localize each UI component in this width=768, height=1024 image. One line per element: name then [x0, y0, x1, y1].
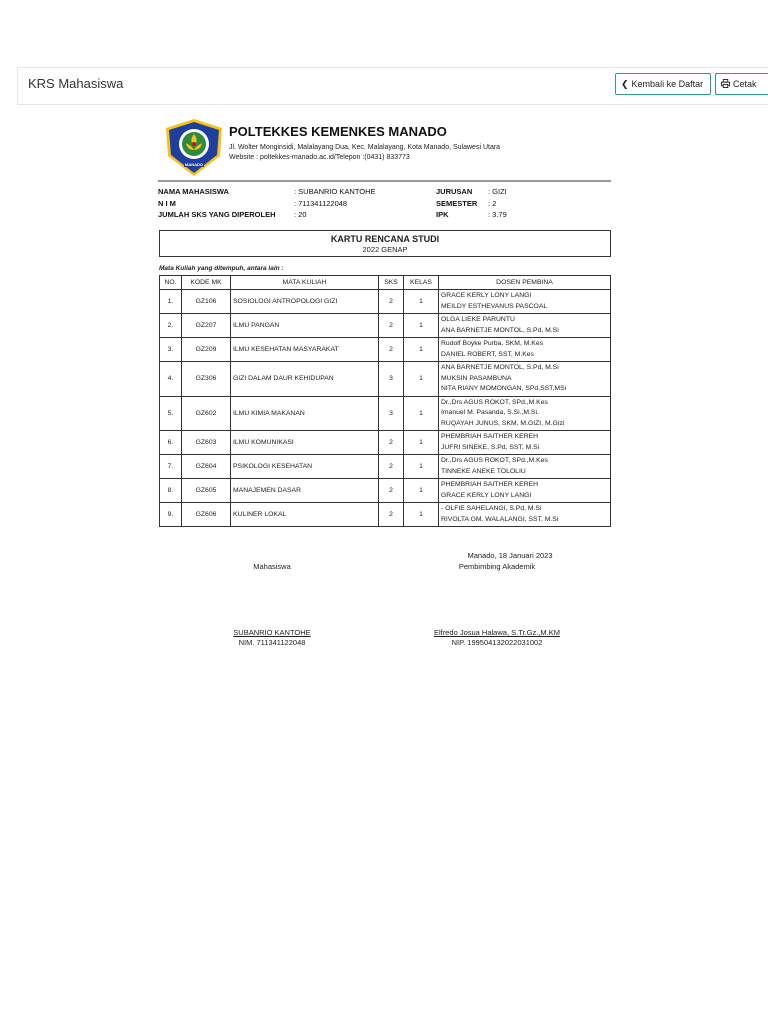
krs-period: 2022 GENAP: [362, 245, 408, 254]
cell-kode-mk: GZ603: [182, 431, 231, 455]
nama-value: : SUBANRIO KANTOHE: [294, 187, 376, 196]
cell-dosen-pembina: [439, 396, 611, 431]
advisor-role: Pembimbing Akademik: [458, 562, 536, 571]
poltekkes-logo: [162, 118, 226, 178]
cell-kode-mk: GZ207: [182, 314, 231, 338]
back-to-list-button[interactable]: [615, 73, 711, 95]
dosen-name: DANIEL ROBERT, SST, M.Kes: [441, 350, 534, 358]
cell-kelas: 1: [404, 338, 439, 362]
institution-name: POLTEKKES KEMENKES MANADO: [229, 124, 447, 139]
dosen-name: MEILDY ESTHEVANUS PASCOAL: [441, 302, 548, 310]
cell-sks: 2: [379, 290, 404, 314]
table-row: [160, 455, 611, 479]
cell-kode-mk: GZ602: [182, 396, 231, 431]
page-title: KRS Mahasiswa: [28, 76, 124, 91]
table-row: [160, 314, 611, 338]
dosen-name: RUQAYAH JUNUS, SKM, M.GIZI, M.Gizi: [441, 419, 565, 427]
dosen-name: PHEMBRIAH SAITHER KEREH: [441, 433, 539, 440]
print-button[interactable]: [715, 73, 768, 95]
dosen-name: ANA BARNETJE MONTOL, S.Pd, M.Si: [441, 364, 559, 371]
cell-mata-kuliah: ILMU KESEHATAN MASYARAKAT: [231, 338, 379, 362]
col-header-no: NO.: [160, 276, 182, 290]
cell-kode-mk: GZ106: [182, 290, 231, 314]
table-row: [160, 290, 611, 314]
sks-value: : 20: [294, 210, 307, 219]
sks-label: JUMLAH SKS YANG DIPEROLEH: [158, 210, 276, 219]
col-header-mata-kuliah: MATA KULIAH: [231, 276, 379, 290]
cell-mata-kuliah: KULINER LOKAL: [231, 503, 379, 527]
semester-value: : 2: [488, 199, 497, 208]
cell-sks: 2: [379, 431, 404, 455]
header-divider: [158, 180, 611, 182]
table-row: [160, 362, 611, 397]
advisor-name: Elfredo Josua Halawa, S.Tr.Gz.,M.KM: [433, 628, 560, 637]
institution-header: [160, 118, 612, 180]
student-name: SUBANRIO KANTOHE: [233, 628, 311, 637]
dosen-name: TINNEKE ANEKE TOLOLIU: [441, 467, 526, 475]
col-header-sks: SKS: [379, 276, 404, 290]
institution-address: Jl. Wolter Monginsidi, Malalayang Dua, Kec. Malalayang, Kota Manado, Sulawesi Utara: [229, 144, 501, 151]
student-role: Mahasiswa: [253, 562, 291, 571]
cell-dosen-pembina: [439, 431, 611, 455]
dosen-name: Dr.,Drs AGUS ROKOT, SPd.,M.Kes: [441, 398, 548, 406]
svg-text:MANADO: MANADO: [185, 162, 203, 167]
cell-kode-mk: GZ306: [182, 362, 231, 397]
cell-sks: 2: [379, 338, 404, 362]
cell-dosen-pembina: [439, 362, 611, 397]
cell-no: 8.: [160, 479, 182, 503]
cell-kelas: 1: [404, 396, 439, 431]
cell-kelas: 1: [404, 362, 439, 397]
table-row: [160, 396, 611, 431]
cell-sks: 3: [379, 396, 404, 431]
dosen-name: GRACE KERLY LONY LANGI: [441, 292, 532, 299]
dosen-name: RIVOLTA GM. WALALANGI, SST, M.Si: [441, 515, 559, 523]
back-button-label: Kembali ke Daftar: [631, 79, 704, 89]
cell-dosen-pembina: [439, 314, 611, 338]
dosen-name: OLGA LIEKE PARUNTU: [441, 316, 515, 323]
cell-no: 9.: [160, 503, 182, 527]
cell-kode-mk: GZ605: [182, 479, 231, 503]
cell-dosen-pembina: [439, 455, 611, 479]
cell-sks: 2: [379, 479, 404, 503]
cell-mata-kuliah: ILMU KIMIA MAKANAN: [231, 396, 379, 431]
cell-dosen-pembina: [439, 503, 611, 527]
cell-sks: 2: [379, 455, 404, 479]
krs-note: Mata Kuliah yang ditempuh, antara lain :: [159, 265, 284, 272]
student-nim: NIM. 711341122048: [238, 638, 306, 647]
cell-kelas: 1: [404, 290, 439, 314]
cell-dosen-pembina: [439, 290, 611, 314]
nim-value: : 711341122048: [294, 199, 348, 208]
semester-label: SEMESTER: [436, 199, 478, 208]
cell-sks: 2: [379, 314, 404, 338]
sign-date: Manado, 18 Januari 2023: [467, 551, 553, 560]
cell-no: 5.: [160, 396, 182, 431]
dosen-name: MUKSIN PASAMBUNA: [441, 374, 512, 382]
col-header-dosen: DOSEN PEMBINA: [439, 276, 611, 290]
cell-kelas: 1: [404, 503, 439, 527]
cell-sks: 2: [379, 503, 404, 527]
cell-mata-kuliah: PSIKOLOGI KESEHATAN: [231, 455, 379, 479]
dosen-name: Dr.,Drs AGUS ROKOT, SPd.,M.Kes: [441, 457, 548, 464]
advisor-nip: NIP. 199504132022031002: [451, 638, 543, 647]
cell-no: 4.: [160, 362, 182, 397]
cell-no: 7.: [160, 455, 182, 479]
dosen-name: Rudolf Boyke Purba, SKM, M.Kes: [441, 340, 543, 347]
cell-kode-mk: GZ606: [182, 503, 231, 527]
cell-kelas: 1: [404, 455, 439, 479]
krs-title-box: [159, 230, 611, 257]
cell-dosen-pembina: [439, 338, 611, 362]
dosen-name: JUFRI SINEKE, S.Pd, SST, M.Si: [441, 443, 540, 451]
dosen-name: ANA BARNETJE MONTOL, S.Pd, M.Si: [441, 326, 559, 334]
dosen-name: NITA RIANY MOMONGAN, SPd,SST,MSi: [441, 385, 567, 392]
chevron-left-icon: ❮: [621, 78, 629, 89]
table-row: [160, 503, 611, 527]
dosen-name: Imanuel M. Pasanda, S.Si.,M.Si.: [441, 409, 539, 416]
table-row: [160, 479, 611, 503]
cell-no: 1.: [160, 290, 182, 314]
cell-kode-mk: GZ604: [182, 455, 231, 479]
cell-no: 3.: [160, 338, 182, 362]
table-header-row: [160, 276, 611, 290]
institution-website: Website : poltekkes-manado.ac.id/Telepon :(0431) 833773: [229, 154, 410, 161]
print-icon: [721, 79, 730, 90]
col-header-kode: KODE MK: [182, 276, 231, 290]
dosen-name: PHEMBRIAH SAITHER KEREH: [441, 481, 539, 488]
cell-mata-kuliah: MANAJEMEN DASAR: [231, 479, 379, 503]
cell-no: 6.: [160, 431, 182, 455]
table-row: [160, 338, 611, 362]
jurusan-value: : GIZI: [488, 187, 507, 196]
ipk-label: IPK: [436, 210, 449, 219]
cell-kelas: 1: [404, 431, 439, 455]
cell-mata-kuliah: GIZI DALAM DAUR KEHIDUPAN: [231, 362, 379, 397]
cell-dosen-pembina: [439, 479, 611, 503]
jurusan-label: JURUSAN: [436, 187, 473, 196]
krs-title: KARTU RENCANA STUDI: [330, 234, 440, 244]
ipk-value: : 3.79: [488, 210, 507, 219]
krs-course-table: [159, 275, 611, 527]
cell-kelas: 1: [404, 314, 439, 338]
cell-mata-kuliah: ILMU KOMUNIKASI: [231, 431, 379, 455]
cell-mata-kuliah: ILMU PANGAN: [231, 314, 379, 338]
table-row: [160, 431, 611, 455]
print-button-label: Cetak: [733, 79, 757, 89]
cell-no: 2.: [160, 314, 182, 338]
cell-kode-mk: GZ209: [182, 338, 231, 362]
cell-sks: 3: [379, 362, 404, 397]
nim-label: N I M: [158, 199, 176, 208]
col-header-kelas: KELAS: [404, 276, 439, 290]
dosen-name: GRACE KERLY LONY LANGI: [441, 491, 532, 499]
dosen-name: - OLFIE SAHELANGI, S.Pd, M.Si: [441, 505, 542, 512]
cell-kelas: 1: [404, 479, 439, 503]
page-card-header: [17, 67, 768, 105]
cell-mata-kuliah: SOSIOLOGI ANTROPOLOGI GIZI: [231, 290, 379, 314]
nama-label: NAMA MAHASISWA: [158, 187, 229, 196]
